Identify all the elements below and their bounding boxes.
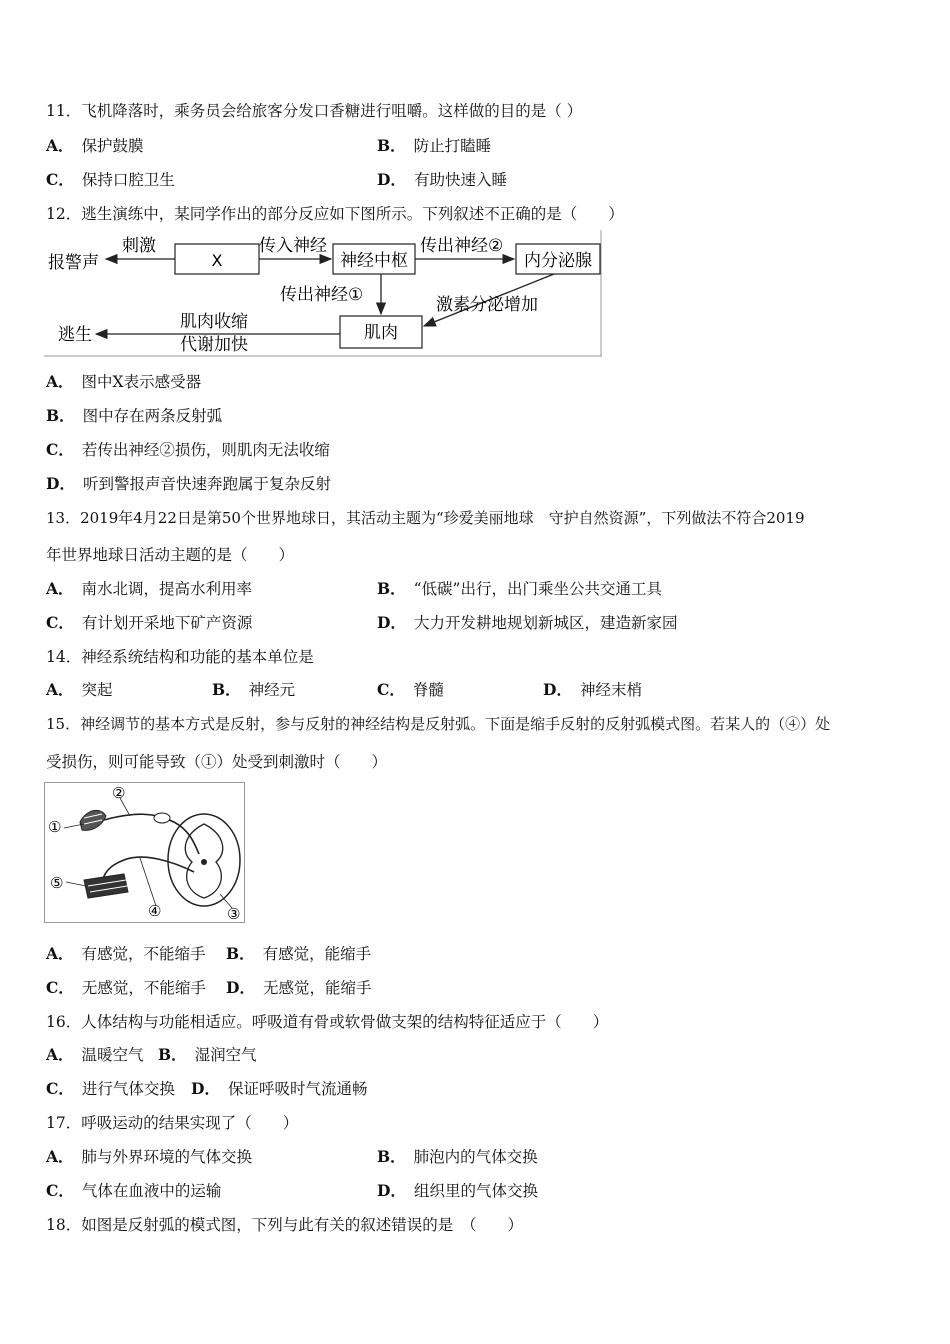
figure-label-5: ⑤ bbox=[50, 874, 64, 892]
option-label: C． bbox=[46, 978, 74, 997]
option-label: A． bbox=[46, 1045, 74, 1064]
option-12-d[interactable] bbox=[46, 474, 331, 494]
option-17-a[interactable] bbox=[46, 1147, 252, 1167]
question-15-stem-line2: 受损伤，则可能导致（①）处受到刺激时（ ） bbox=[46, 753, 388, 771]
option-11-c[interactable] bbox=[46, 170, 175, 190]
option-text: 肺与外界环境的气体交换 bbox=[81, 1148, 253, 1166]
option-text: 神经末梢 bbox=[579, 681, 642, 699]
label-contract1: 肌肉收缩 bbox=[180, 312, 248, 332]
question-13-stem-line2: 年世界地球日活动主题的是（ ） bbox=[46, 546, 295, 564]
label-escape: 逃生 bbox=[58, 325, 92, 345]
option-11-b[interactable] bbox=[377, 136, 491, 156]
question-15-stem-line1: 15．神经调节的基本方式是反射，参与反射的神经结构是反射弧。下面是缩手反射的反射弧模式图。若某人的（④）处 bbox=[46, 715, 831, 733]
option-label: A． bbox=[46, 579, 74, 598]
option-11-d[interactable] bbox=[377, 170, 507, 190]
figure-label-4: ④ bbox=[148, 902, 162, 920]
reflex-arc-figure bbox=[44, 782, 246, 924]
question-11-stem: 11．飞机降落时，乘务员会给旅客分发口香糖进行咀嚼。这样做的目的是（ ） bbox=[46, 102, 583, 120]
option-label: A． bbox=[46, 680, 74, 699]
question-18-stem: 18．如图是反射弧的模式图，下列与此有关的叙述错误的是 （ ） bbox=[46, 1216, 523, 1234]
option-text: 保持口腔卫生 bbox=[81, 171, 175, 189]
option-16-a[interactable] bbox=[46, 1045, 144, 1065]
option-13-d[interactable] bbox=[377, 613, 677, 633]
option-16-b[interactable] bbox=[158, 1045, 257, 1065]
label-efferent2: 传出神经② bbox=[420, 236, 504, 256]
option-label: D． bbox=[191, 1079, 220, 1098]
figure-label-2: ② bbox=[112, 784, 126, 802]
option-text: 肺泡内的气体交换 bbox=[413, 1148, 538, 1166]
option-13-c[interactable] bbox=[46, 613, 252, 633]
option-15-c[interactable] bbox=[46, 978, 206, 998]
option-label: B． bbox=[158, 1045, 187, 1064]
option-label: D． bbox=[226, 978, 255, 997]
label-hormone: 激素分泌增加 bbox=[436, 295, 538, 315]
option-text: 有感觉，能缩手 bbox=[262, 945, 372, 963]
option-text: 温暖空气 bbox=[81, 1046, 144, 1064]
option-text: 听到警报声音快速奔跑属于复杂反射 bbox=[82, 475, 331, 493]
option-text: 组织里的气体交换 bbox=[413, 1182, 538, 1200]
option-13-a[interactable] bbox=[46, 579, 252, 599]
ganglion bbox=[154, 813, 170, 823]
option-label: B． bbox=[377, 136, 406, 155]
option-15-d[interactable] bbox=[226, 978, 371, 998]
question-16-stem: 16．人体结构与功能相适应。呼吸道有骨或软骨做支架的结构特征适应于（ ） bbox=[46, 1013, 609, 1031]
option-label: B． bbox=[377, 579, 406, 598]
option-text: 无感觉，能缩手 bbox=[262, 979, 372, 997]
option-label: C． bbox=[46, 170, 74, 189]
label-afferent: 传入神经 bbox=[259, 236, 327, 256]
option-label: B． bbox=[377, 1147, 406, 1166]
option-text: 保证呼吸时气流通畅 bbox=[227, 1080, 368, 1098]
option-12-b[interactable] bbox=[46, 406, 222, 426]
option-label: A． bbox=[46, 372, 74, 391]
label-muscle: 肌肉 bbox=[364, 323, 398, 343]
option-label: D． bbox=[46, 474, 75, 493]
option-label: B． bbox=[226, 944, 255, 963]
option-label: A． bbox=[46, 944, 74, 963]
option-14-b[interactable] bbox=[212, 680, 295, 700]
option-label: D． bbox=[543, 680, 572, 699]
option-17-b[interactable] bbox=[377, 1147, 538, 1167]
option-label: C． bbox=[377, 680, 405, 699]
label-center: 神经中枢 bbox=[340, 251, 408, 271]
option-text: 保护鼓膜 bbox=[81, 137, 144, 155]
option-text: 若传出神经②损伤，则肌肉无法收缩 bbox=[81, 441, 330, 459]
option-17-c[interactable] bbox=[46, 1181, 221, 1201]
option-17-d[interactable] bbox=[377, 1181, 538, 1201]
option-label: A． bbox=[46, 136, 74, 155]
option-13-b[interactable] bbox=[377, 579, 662, 599]
option-text: 有感觉，不能缩手 bbox=[81, 945, 206, 963]
label-alarm: 报警声 bbox=[48, 253, 99, 273]
option-text: 脊髓 bbox=[412, 681, 444, 699]
option-label: B． bbox=[46, 406, 75, 425]
option-14-d[interactable] bbox=[543, 680, 642, 700]
figure-label-3: ③ bbox=[227, 905, 241, 923]
option-16-d[interactable] bbox=[191, 1079, 367, 1099]
reflex-flow-diagram bbox=[44, 230, 602, 358]
label-gland: 内分泌腺 bbox=[524, 251, 592, 271]
label-x: X bbox=[211, 251, 223, 270]
option-text: 有计划开采地下矿产资源 bbox=[81, 614, 253, 632]
question-14-stem: 14．神经系统结构和功能的基本单位是 bbox=[46, 648, 314, 666]
option-label: C． bbox=[46, 1079, 74, 1098]
label-contract2: 代谢加快 bbox=[180, 335, 248, 355]
option-label: D． bbox=[377, 1181, 406, 1200]
option-text: 进行气体交换 bbox=[81, 1080, 175, 1098]
option-label: A． bbox=[46, 1147, 74, 1166]
option-label: B． bbox=[212, 680, 241, 699]
option-text: 气体在血液中的运输 bbox=[81, 1182, 222, 1200]
option-12-c[interactable] bbox=[46, 440, 330, 460]
option-14-a[interactable] bbox=[46, 680, 113, 700]
option-15-b[interactable] bbox=[226, 944, 371, 964]
option-label: D． bbox=[377, 170, 406, 189]
option-text: 湿润空气 bbox=[194, 1046, 257, 1064]
figure-label-1: ① bbox=[48, 818, 62, 836]
option-text: 图中存在两条反射弧 bbox=[82, 407, 223, 425]
option-label: C． bbox=[46, 613, 74, 632]
central-canal bbox=[201, 859, 207, 865]
label-stimulus: 刺激 bbox=[122, 236, 156, 256]
option-text: “低碳”出行，出门乘坐公共交通工具 bbox=[413, 580, 662, 598]
reflex-arc-svg bbox=[44, 782, 246, 924]
option-16-c[interactable] bbox=[46, 1079, 175, 1099]
option-text: 图中X表示感受器 bbox=[81, 373, 202, 391]
option-text: 突起 bbox=[81, 681, 113, 699]
option-text: 有助快速入睡 bbox=[413, 171, 507, 189]
question-17-stem: 17．呼吸运动的结果实现了（ ） bbox=[46, 1114, 299, 1132]
option-label: D． bbox=[377, 613, 406, 632]
option-text: 南水北调，提高水利用率 bbox=[81, 580, 253, 598]
option-14-c[interactable] bbox=[377, 680, 444, 700]
reflex-flow-svg bbox=[44, 230, 602, 358]
option-text: 大力开发耕地规划新城区，建造新家园 bbox=[413, 614, 678, 632]
option-text: 无感觉，不能缩手 bbox=[81, 979, 206, 997]
label-efferent1: 传出神经① bbox=[280, 285, 364, 305]
option-label: C． bbox=[46, 1181, 74, 1200]
question-13-stem-line1: 13．2019年4月22日是第50个世界地球日，其活动主题为“珍爱美丽地球 守护自然资源”，下列做法不符合2019 bbox=[46, 509, 805, 527]
option-text: 防止打瞌睡 bbox=[413, 137, 492, 155]
question-12-stem: 12．逃生演练中，某同学作出的部分反应如下图所示。下列叙述不正确的是（ ） bbox=[46, 205, 624, 223]
option-15-a[interactable] bbox=[46, 944, 206, 964]
option-11-a[interactable] bbox=[46, 136, 144, 156]
option-text: 神经元 bbox=[248, 681, 296, 699]
option-12-a[interactable] bbox=[46, 372, 201, 392]
option-label: C． bbox=[46, 440, 74, 459]
